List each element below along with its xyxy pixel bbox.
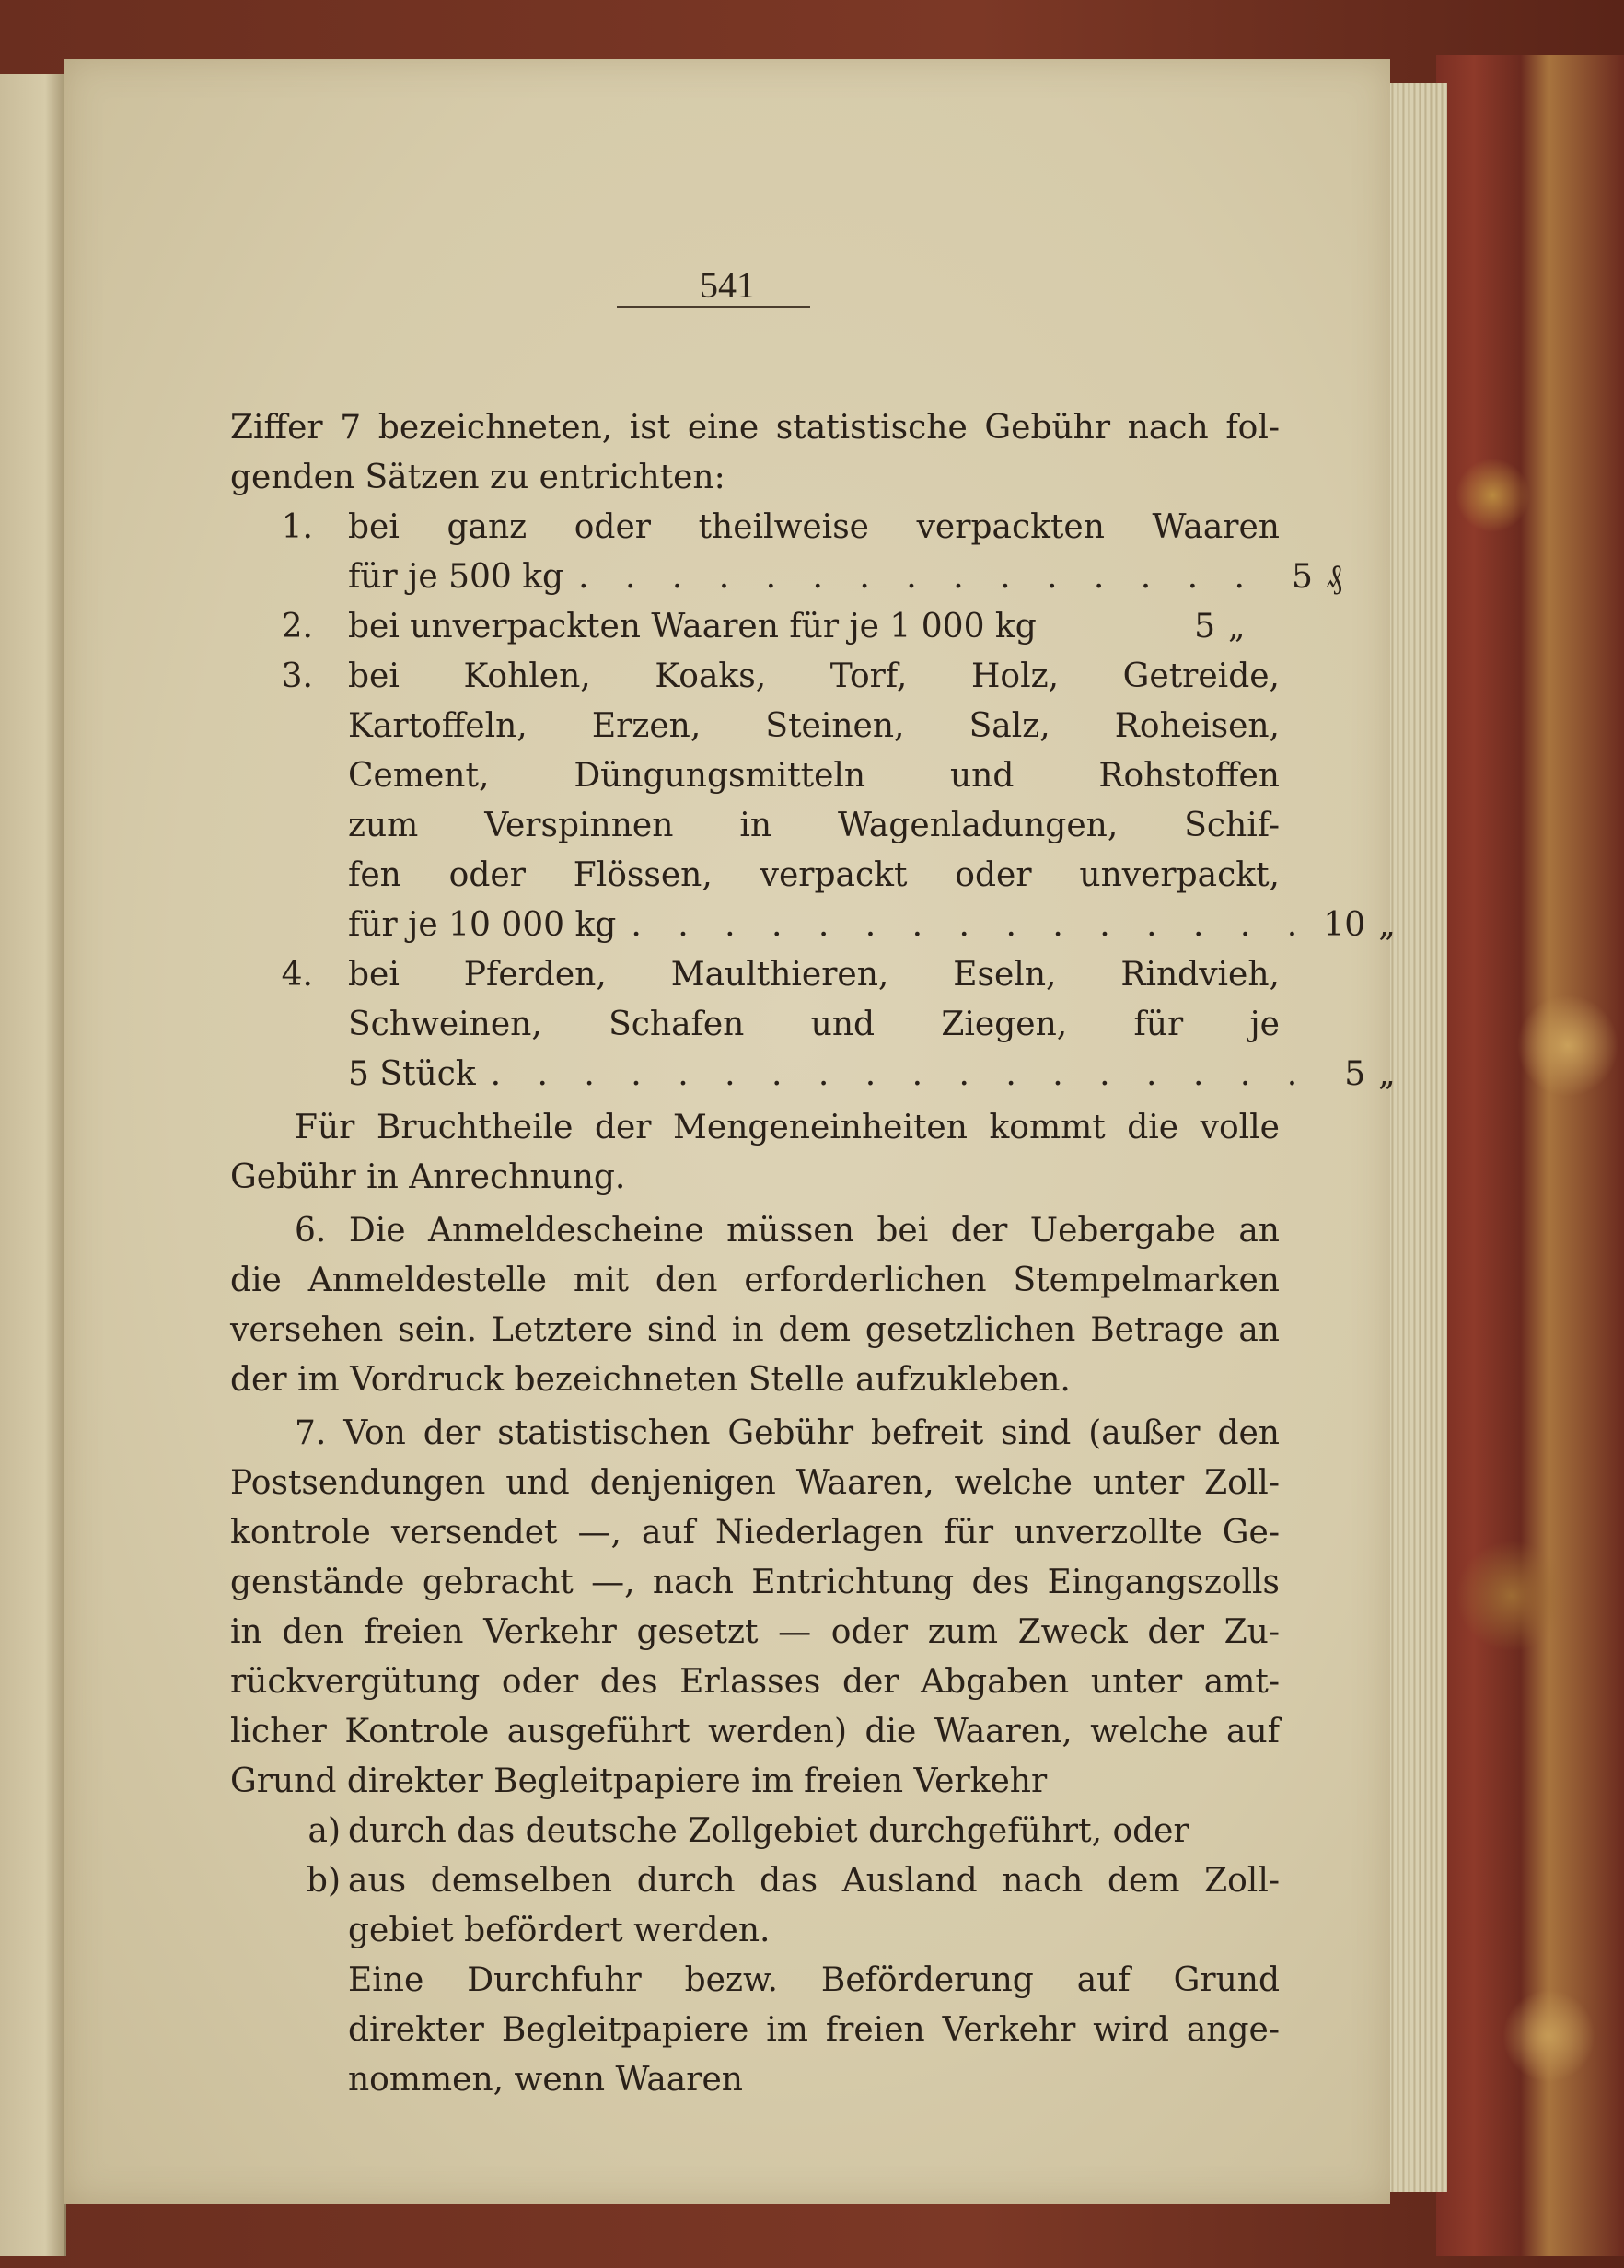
list-item-4-line [230, 1002, 1280, 1048]
book-cover-edge [1436, 55, 1624, 2256]
sub-item-text: direkter Begleitpapiere im freien Verkehr wird ange- [348, 2011, 1280, 2049]
rate-unit: „ [1378, 906, 1396, 944]
text-line: Ziffer 7 bezeichneten, ist eine statistische Gebühr nach fol- [230, 409, 1280, 447]
sub-item-b [230, 1858, 1280, 1904]
item-number: 3. [281, 657, 313, 695]
page-number: 541 [700, 264, 755, 306]
item-text: bei Pferden, Maulthieren, Eseln, Rindvieh, [348, 956, 1280, 994]
text-line: Grund direkter Begleitpapiere im freien Verkehr [230, 1762, 1048, 1800]
item-text: zum Verspinnen in Wagenladungen, Schif- [348, 807, 1280, 844]
item-text: für je 500 kg [348, 558, 564, 596]
sub-item-text: Eine Durchfuhr bezw. Beförderung auf Grund [348, 1961, 1280, 1999]
sub-item-label: b) [306, 1862, 341, 1900]
item-number: 1. [281, 508, 313, 546]
page-stack-edge [1381, 83, 1447, 2192]
sub-item-a [230, 1809, 1280, 1855]
text-line: versehen sein. Letztere sind in dem gesetzlichen Betrage an [230, 1311, 1280, 1349]
text-line: 6. Die Anmeldescheine müssen bei der Uebergabe an [295, 1212, 1280, 1250]
list-item-1 [230, 505, 1280, 551]
list-item-2 [230, 604, 1280, 650]
left-page-edge [0, 74, 66, 2256]
rate-unit: „ [1228, 608, 1246, 646]
list-item-3 [230, 654, 1280, 700]
rate-amount: 5 [1194, 608, 1215, 646]
item-text: fen oder Flössen, verpackt oder unverpackt, [348, 856, 1280, 894]
text-line: die Anmeldestelle mit den erforderlichen Stempelmarken [230, 1262, 1280, 1299]
list-item-1-rate [230, 554, 1342, 600]
sub-item-b-line [230, 2057, 1280, 2103]
page-number-rule [617, 306, 810, 308]
dot-leader: . . . . . . . . . . . . . . . . . . [490, 1055, 1311, 1093]
sub-item-label: a) [307, 1812, 341, 1850]
sub-item-text: nommen, wenn Waaren [348, 2061, 743, 2099]
rate-amount: 5 [1344, 1055, 1366, 1093]
item-text: 5 Stück [348, 1055, 476, 1093]
item-number: 2. [281, 608, 313, 646]
text-line: Für Bruchtheile der Mengeneinheiten kommt die volle [295, 1109, 1280, 1146]
rate-unit: „ [1378, 1055, 1396, 1093]
text-line: genstände gebracht —, nach Entrichtung des Eingangszolls [230, 1564, 1280, 1601]
text-line: Postsendungen und denjenigen Waaren, welche unter Zoll- [230, 1464, 1280, 1502]
list-item-3-line [230, 853, 1280, 899]
sub-item-text: aus demselben durch das Ausland nach dem Zoll- [348, 1862, 1280, 1900]
list-item-3-line [230, 704, 1280, 750]
text-line: in den freien Verkehr gesetzt — oder zum Zweck der Zu- [230, 1613, 1280, 1651]
item-text: bei ganz oder theilweise verpackten Waaren [348, 508, 1280, 546]
text-line: kontrole versendet —, auf Niederlagen für unverzollte Ge- [230, 1514, 1280, 1552]
sub-item-b-line [230, 1908, 1280, 1954]
sub-item-b-line [230, 2007, 1280, 2053]
rate-unit: ₰ [1325, 558, 1342, 596]
text-line: genden Sätzen zu entrichten: [230, 459, 725, 496]
item-text: bei unverpackten Waaren für je 1 000 kg [348, 608, 1037, 646]
item-text: Cement, Düngungsmitteln und Rohstoffen [348, 757, 1280, 795]
list-item-3-rate [230, 902, 1396, 948]
text-line: 7. Von der statistischen Gebühr befreit sind (außer den [295, 1414, 1280, 1452]
list-item-4 [230, 952, 1280, 998]
item-text: für je 10 000 kg [348, 906, 617, 944]
text-line: der im Vordruck bezeichneten Stelle aufzukleben. [230, 1361, 1071, 1399]
sub-item-text: gebiet befördert werden. [348, 1912, 771, 1949]
item-number: 4. [281, 956, 313, 994]
item-text: bei Kohlen, Koaks, Torf, Holz, Getreide, [348, 657, 1280, 695]
item-text: Kartoffeln, Erzen, Steinen, Salz, Roheisen, [348, 707, 1280, 745]
list-item-3-line [230, 753, 1280, 799]
sub-item-b-line [230, 1958, 1280, 2004]
text-line: licher Kontrole ausgeführt werden) die Waaren, welche auf [230, 1713, 1280, 1750]
book-page [64, 59, 1396, 2204]
list-item-4-rate [230, 1052, 1396, 1098]
item-text: Schweinen, Schafen und Ziegen, für je [348, 1006, 1280, 1043]
text-line: rückvergütung oder des Erlasses der Abgaben unter amt- [230, 1663, 1280, 1701]
rate-amount: 5 [1292, 558, 1313, 596]
list-item-3-line [230, 803, 1280, 849]
dot-leader [1037, 604, 1160, 650]
sub-item-text: durch das deutsche Zollgebiet durchgeführt, oder [348, 1812, 1189, 1850]
rate-amount: 10 [1323, 906, 1366, 944]
text-line: Gebühr in Anrechnung. [230, 1158, 626, 1196]
dot-leader: . . . . . . . . . . . . . . . [631, 906, 1311, 944]
dot-leader: . . . . . . . . . . . . . . . [578, 558, 1258, 596]
